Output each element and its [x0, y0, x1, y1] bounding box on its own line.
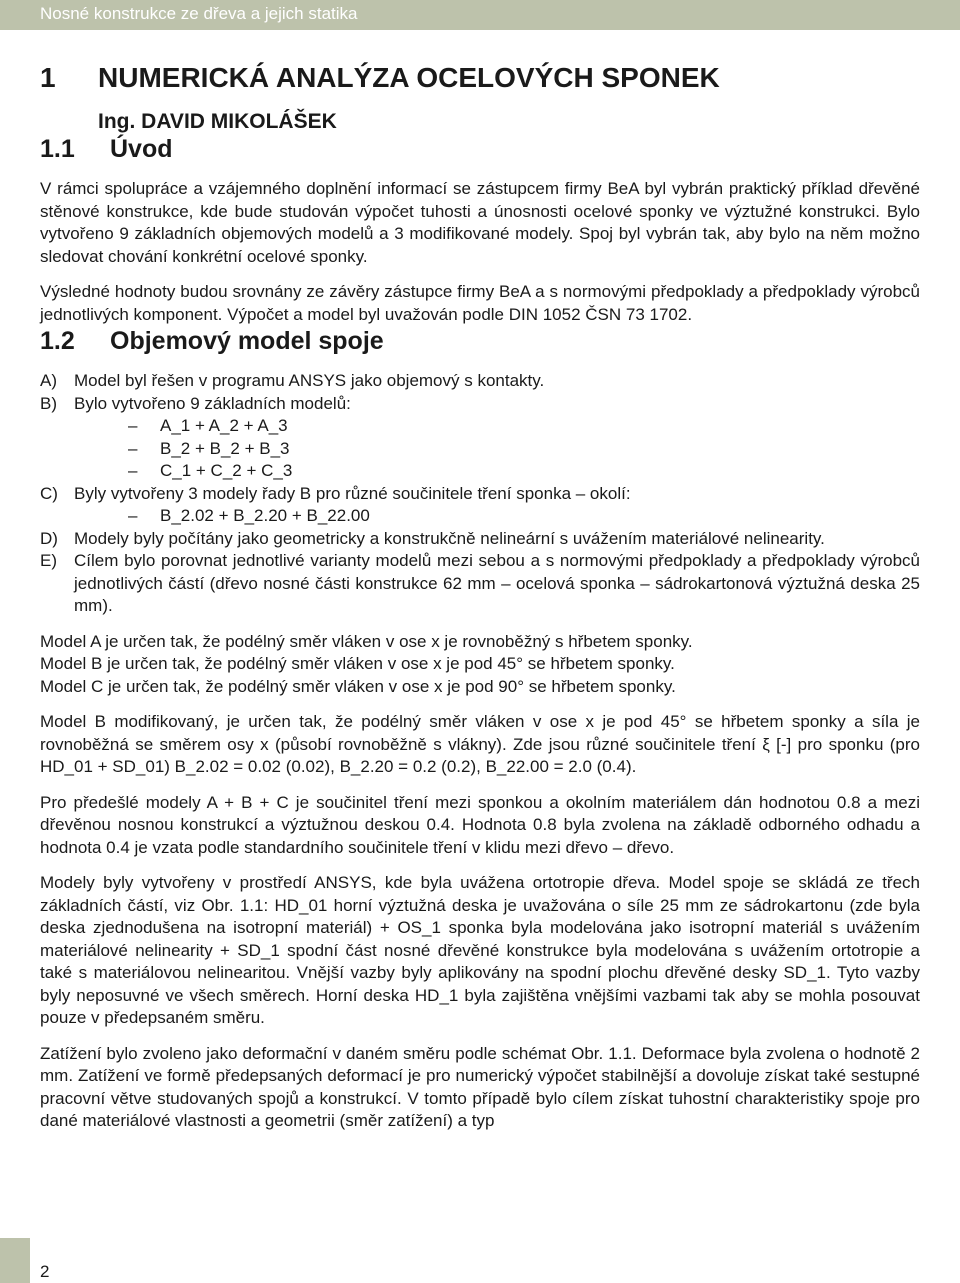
list-text: Byly vytvořeny 3 modely řady B pro různé součinitele tření sponka – okolí:	[74, 483, 631, 503]
model-list	[40, 370, 920, 618]
model-group: A_1 + A_2 + A_3	[160, 416, 288, 435]
dash-marker: –	[128, 506, 138, 525]
paragraph: Model B modifikovaný, je určen tak, že podélný směr vláken v ose x je pod 45° se hřbetem sponky a síla je rovnoběžná se směrem osy x (působí rovnoběžně s vlákny). Zde jsou různé součinitele tření ξ [-] pro sponku (pro HD_01 + SD_01) B_2.02 = 0.02 (0.02), B_2.20 = 0.2 (0.2), B_22.00 = 2.0 (0.4).	[40, 712, 920, 776]
section-number: 1.1	[40, 135, 75, 163]
paragraph: Modely byly vytvořeny v prostředí ANSYS, kde byla uvážena ortotropie dřeva. Model spoje se skládá ze třech základních částí, viz Obr. 1.1: HD_01 horní výztužná deska je uvažována o síle 25 mm ze sádrokartonu (zde byla deska zjednodušena na isotropní materiál) + OS_1 sponka byla modelována jako isotropní materiál s uvážením materiálové nelinearity + SD_1 spodní část nosné dřevěné konstrukce byla modelována s uvážením ortotropie a také s materiálovou nelinearitou. Vnější vazby byly aplikovány na spodní plochu dřevěné desky SD_1. Tyto vazby byly neposuvné ve všech směrech. Horní deska HD_1 byla zajištěna vnějšími vazbami tak aby se mohla posouvat pouze v předepsaném směru.	[40, 873, 920, 1027]
dash-marker: –	[128, 461, 138, 480]
list-item-e	[40, 550, 920, 618]
list-marker: A)	[40, 371, 57, 390]
paragraph: Zatížení bylo zvoleno jako deformační v daném směru podle schémat Obr. 1.1. Deformace byla zvolena o hodnotě 2 mm. Zatížení ve formě předepsaných deformací je pro numerický výpočet stabilnější a dovoluje získat také sestupné pracovní větve studovaných spojů a konstrukcí. V tomto případě bylo cílem získat tuhostní charakteristiky spoje pro dané materiálové vlastnosti a geometrii (směr zatížení) a typ	[40, 1043, 920, 1130]
list-item-b	[40, 393, 920, 416]
page-number: 2	[40, 1262, 50, 1281]
dash-marker: –	[128, 438, 138, 458]
model-definition-line: Model C je určen tak, že podélný směr vláken v ose x je pod 90° se hřbetem sponky.	[40, 676, 676, 696]
sub-list-item	[40, 460, 920, 483]
model-definition-line: Model B je určen tak, že podélný směr vláken v ose x je pod 45° se hřbetem sponky.	[40, 654, 675, 673]
list-text: Model byl řešen v programu ANSYS jako objemový s kontakty.	[74, 371, 545, 390]
list-item-d	[40, 528, 920, 551]
section-title: Úvod	[110, 135, 173, 163]
list-text: Cílem bylo porovnat jednotlivé varianty modelů mezi sebou a s normovými předpoklady a předpoklady výrobců jednotlivých částí (dřevo nosné části konstrukce 62 mm – ocelová sponka – sádrokartonová výztužná deska 25 mm).	[74, 551, 920, 615]
paragraph: V rámci spolupráce a vzájemného doplnění informací se zástupcem firmy BeA byl vybrán praktický příklad dřevěné stěnové konstrukce, kde bude studován výpočet tuhosti a únosnosti ocelové sponky ve výztužné konstrukci. Bylo vytvořeno 9 základních objemových modelů a 3 modifikované modely. Spoj byl vybrán tak, aby bylo na něm možno sledovat chování konkrétní ocelové sponky.	[40, 179, 920, 266]
section-heading-model	[40, 326, 920, 356]
section-title: Objemový model spoje	[110, 327, 384, 355]
list-text: Bylo vytvořeno 9 základních modelů:	[74, 393, 351, 413]
list-marker: D)	[40, 528, 58, 548]
chapter-number: 1	[40, 62, 56, 93]
paragraph: Výsledné hodnoty budou srovnány ze závěry zástupce firmy BeA a s normovými předpoklady a předpoklady výrobců jednotlivých komponent. Výpočet a model byl uvažován podle DIN 1052 ČSN 73 1702.	[40, 282, 920, 324]
model-group: B_2.02 + B_2.20 + B_22.00	[160, 506, 370, 525]
sub-list-item	[40, 505, 920, 528]
sub-list-item	[40, 438, 920, 461]
section-number: 1.2	[40, 327, 75, 355]
paragraph: Pro předešlé modely A + B + C je součinitel tření mezi sponkou a okolním materiálem dán hodnotou 0.8 a mezi dřevěnou nosnou konstrukcí a výztužnou deskou 0.4. Hodnota 0.8 byla zvolena na základě odborného odhadu a hodnota 0.4 je vzata podle standardního součinitele tření v klidu mezi dřevo – dřevo.	[40, 792, 920, 857]
list-marker: E)	[40, 551, 57, 570]
list-marker: C)	[40, 483, 58, 503]
author-name: Ing. DAVID MIKOLÁŠEK	[98, 110, 337, 133]
page-content	[40, 62, 920, 1133]
model-group: B_2 + B_2 + B_3	[160, 438, 290, 458]
list-item-a	[40, 370, 920, 393]
section-heading-intro	[40, 134, 920, 164]
model-definitions	[40, 631, 920, 699]
list-text: Modely byly počítány jako geometricky a konstrukčně nelineární s uvážením materiálové nelinearity.	[74, 528, 825, 548]
chapter-heading	[40, 62, 920, 94]
list-item-c	[40, 483, 920, 506]
sub-list-item	[40, 415, 920, 438]
model-group: C_1 + C_2 + C_3	[160, 461, 293, 480]
running-header-title: Nosné konstrukce ze dřeva a jejich statika	[40, 4, 358, 23]
list-marker: B)	[40, 393, 57, 413]
chapter-title: NUMERICKÁ ANALÝZA OCELOVÝCH SPONEK	[98, 62, 720, 93]
running-header	[0, 0, 960, 30]
model-definition-line: Model A je určen tak, že podélný směr vláken v ose x je rovnoběžný s hřbetem sponky.	[40, 631, 693, 651]
footer-tab	[0, 1238, 30, 1283]
dash-marker: –	[128, 416, 138, 435]
